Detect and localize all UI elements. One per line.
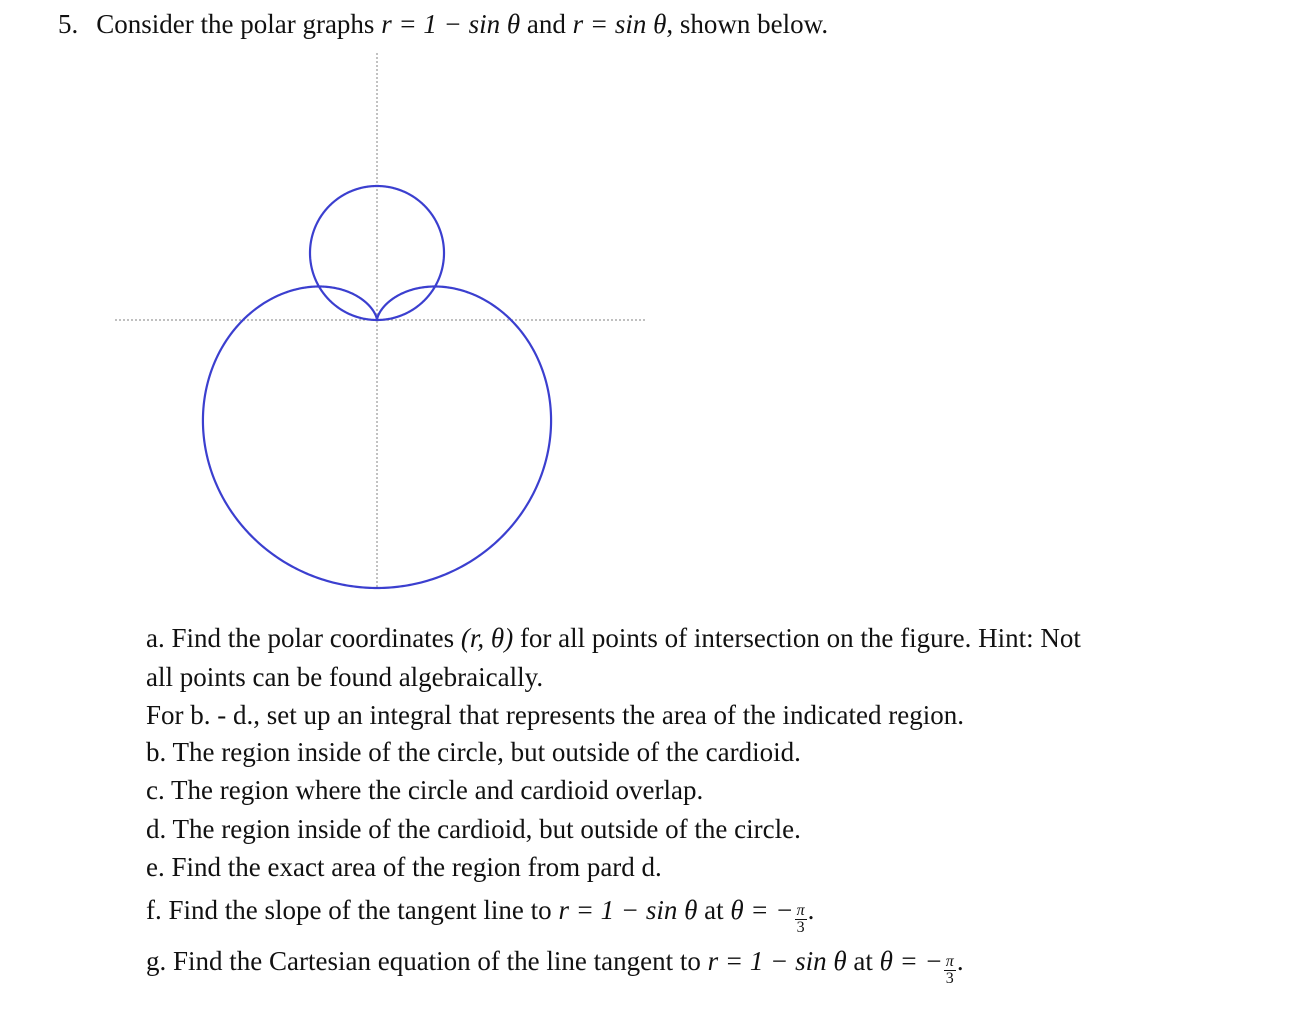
pi-over-3-fraction: $\frac{\pi}{3}$	[945, 953, 954, 987]
problem-intro: 5. Consider the polar graphs r = 1 − sin θ and r = sin θ, shown below.	[58, 9, 829, 39]
cardioid-equation: r = 1 − sin θ	[381, 9, 521, 39]
part-e: e. Find the exact area of the region from pard d.	[146, 852, 662, 882]
polar-coordinate-pair: (r, θ)	[460, 623, 514, 653]
part-d: d. The region inside of the cardioid, but outside of the circle.	[146, 814, 801, 844]
pi-over-3-fraction: $\frac{\pi}{3}$	[796, 902, 805, 936]
polar-graph-figure	[100, 48, 660, 598]
part-g: g. Find the Cartesian equation of the line tangent to r = 1 − sin θ at θ = − $\frac{\pi}{3}$ .	[146, 946, 964, 987]
circle-equation: r = sin θ	[572, 9, 667, 39]
part-f: f. Find the slope of the tangent line to r = 1 − sin θ at θ = − $\frac{\pi}{3}$ .	[146, 895, 815, 936]
problem-number: 5.	[58, 9, 79, 39]
part-a-line2: all points can be found algebraically.	[146, 662, 544, 692]
part-a-line1: a. Find the polar coordinates (r, θ) for all points of intersection on the figure. Hint: Not	[146, 623, 1081, 653]
setup-instruction: For b. - d., set up an integral that represents the area of the indicated region.	[146, 700, 964, 730]
part-b: b. The region inside of the circle, but outside of the cardioid.	[146, 737, 801, 767]
part-c: c. The region where the circle and cardioid overlap.	[146, 775, 704, 805]
